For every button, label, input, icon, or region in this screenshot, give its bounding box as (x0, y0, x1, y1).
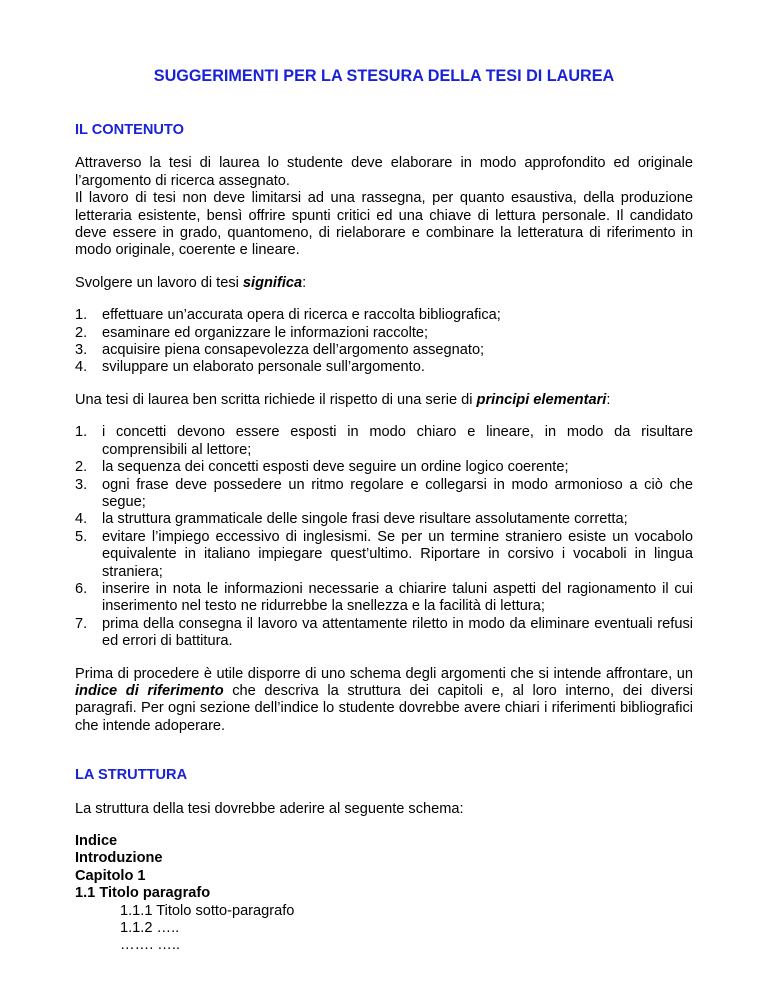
list2-intro-suffix: : (606, 391, 611, 408)
list-item-number: 4. (75, 511, 88, 528)
paragraph-intro-line1: Attraverso la tesi di laurea lo studente deve elaborare in modo approfondito ed originale l’argomento di ricerca assegnato. (75, 155, 693, 189)
list-item (75, 459, 693, 476)
list1-intro-suffix: : (302, 274, 307, 291)
list-item-number: 7. (75, 615, 88, 632)
list-item (75, 511, 693, 528)
toc-schema (75, 833, 693, 955)
list-item-text: acquisire piena consapevolezza dell’argomento assegnato; (102, 342, 485, 359)
toc-introduzione: Introduzione (75, 850, 163, 867)
toc-sottoparagrafo-1-1-1: 1.1.1 Titolo sotto-paragrafo (120, 902, 295, 919)
paragraph-struttura: La struttura della tesi dovrebbe aderire al seguente schema: (75, 800, 464, 817)
list1-intro (75, 275, 693, 292)
list1-intro-emphasis: significa (242, 274, 303, 291)
list-item (75, 581, 693, 616)
list-item-text: i concetti devono essere esposti in modo chiaro e lineare, in modo da risultare comprensibili al lettore; (102, 424, 693, 458)
list-item-text: esaminare ed organizzare le informazioni raccolte; (102, 324, 429, 341)
list-item-text: ogni frase deve possedere un ritmo regolare e collegarsi in modo armonioso a ciò che segue; (102, 476, 693, 510)
paragraph-indice-prefix: Prima di procedere è utile disporre di uno schema degli argomenti che si intende affrontare, un (75, 665, 693, 682)
paragraph-indice-emphasis: indice di riferimento (75, 682, 224, 699)
section-heading-struttura: LA STRUTTURA (75, 767, 188, 784)
paragraph-indice (75, 666, 693, 736)
list-item (75, 307, 693, 324)
list-item-text: sviluppare un elaborato personale sull’argomento. (102, 359, 425, 376)
list-item-number: 3. (75, 476, 88, 493)
toc-paragrafo-1-1: 1.1 Titolo paragrafo (75, 885, 211, 902)
list-item-number: 6. (75, 580, 88, 597)
list-item (75, 359, 693, 376)
paragraph-intro-line2: Il lavoro di tesi non deve limitarsi ad una rassegna, per quanto esaustiva, della produzione letteraria esistente, bensì offrire spunti critici ed una chiave di lettura personale. Il candidato deve essere in grado, quantomeno, di rielaborare e combinare la letteratura di riferimento in modo originale, coerente e lineare. (75, 190, 693, 259)
list-item-text: prima della consegna il lavoro va attentamente riletto in modo da eliminare eventuali refusi ed errori di battitura. (102, 615, 693, 650)
list2-intro-prefix: Una tesi di laurea ben scritta richiede il rispetto di una serie di (75, 391, 477, 408)
list-item-text: inserire in nota le informazioni necessarie a chiarire taluni aspetti del ragionamento il cui inserimento nel testo ne ridurrebbe la snellezza e la facilità di lettura; (102, 580, 693, 615)
section-heading-contenuto: IL CONTENUTO (75, 122, 184, 138)
list1-intro-prefix: Svolgere un lavoro di tesi (75, 274, 243, 291)
list-item (75, 477, 693, 512)
list-item-text: la sequenza dei concetti esposti deve seguire un ordine logico coerente; (102, 459, 569, 476)
toc-indice: Indice (75, 833, 118, 849)
list-item-number: 1. (75, 424, 88, 441)
paragraph-indice-suffix: che descriva la struttura dei capitoli e, al loro interno, dei diversi paragrafi. Per ogni sezione dell’indice lo studente dovrebbe avere chiari i riferimenti bibliografici che intende adoperare. (75, 682, 693, 734)
paragraph-intro (75, 155, 693, 259)
toc-sottoparagrafo-1-1-2: 1.1.2 ….. (120, 920, 180, 937)
list-item-number: 4. (75, 359, 88, 376)
list-item (75, 342, 693, 359)
list-item (75, 424, 693, 459)
list-item-number: 2. (75, 324, 88, 341)
list-principi (75, 424, 693, 650)
section-spacer (75, 750, 693, 767)
list-item-text: evitare l’impiego eccessivo di inglesismi. Se per un termine straniero esiste un vocabolo equivalente in italiano impiegare quest’ultimo. Riportare in corsivo i vocaboli in lingua straniera; (102, 528, 693, 580)
list-item-number: 5. (75, 528, 88, 545)
list-significa (75, 307, 693, 377)
list2-intro (75, 392, 693, 409)
list-item (75, 529, 693, 581)
toc-capitolo-1: Capitolo 1 (75, 867, 146, 884)
list-item (75, 616, 693, 651)
list-item-text: la struttura grammaticale delle singole frasi deve risultare assolutamente corretta; (102, 511, 628, 528)
list-item-number: 2. (75, 459, 88, 476)
document-title: SUGGERIMENTI PER LA STESURA DELLA TESI DI LAUREA (153, 67, 615, 85)
list2-intro-emphasis: principi elementari (476, 391, 607, 408)
toc-ellipsis: ……. ….. (120, 937, 180, 954)
list-item-text: effettuare un’accurata opera di ricerca e raccolta bibliografica; (102, 307, 501, 324)
list-item (75, 325, 693, 342)
list-item-number: 1. (75, 307, 88, 324)
list-item-number: 3. (75, 342, 88, 359)
